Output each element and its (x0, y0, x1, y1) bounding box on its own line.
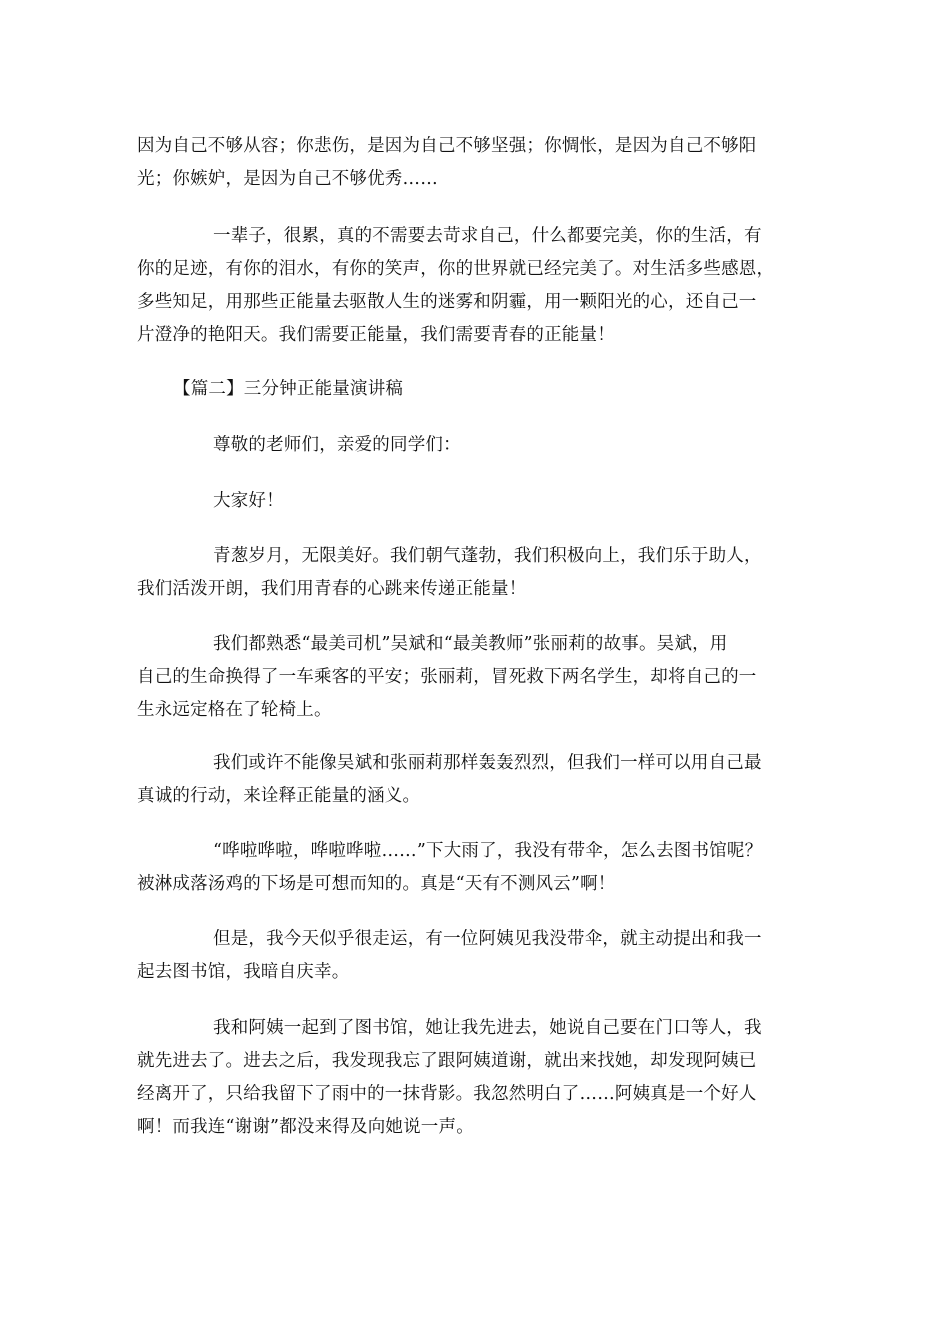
text-line: 大家好！ (213, 491, 284, 511)
text-line: 被淋成落汤鸡的下场是可想而知的。真是“天有不测风云”啊！ (137, 874, 616, 894)
text-line: 真诚的行动，来诠释正能量的涵义。 (137, 786, 421, 806)
text-line: “哗啦哗啦，哗啦哗啦……”下大雨了，我没有带伞，怎么去图书馆呢？ (213, 841, 763, 861)
paragraph (137, 923, 827, 989)
text-line: 自己的生命换得了一车乘客的平安；张丽莉，冒死救下两名学生，却将自己的一 (137, 667, 757, 687)
paragraph (137, 835, 827, 901)
paragraph (137, 220, 827, 352)
text-line: 我们或许不能像吴斌和张丽莉那样轰轰烈烈，但我们一样可以用自己最 (213, 753, 762, 773)
paragraph (137, 1012, 827, 1144)
text-line: 一辈子，很累，真的不需要去苛求自己，什么都要完美，你的生活，有 (213, 226, 762, 246)
text-line: 生永远定格在了轮椅上。 (137, 700, 332, 720)
text-line: 多些知足，用那些正能量去驱散人生的迷雾和阴霾，用一颗阳光的心，还自己一 (137, 292, 757, 312)
text-line: 青葱岁月，无限美好。我们朝气蓬勃，我们积极向上，我们乐于助人， (213, 546, 762, 566)
text-line: 我和阿姨一起到了图书馆，她让我先进去，她说自己要在门口等人，我 (213, 1018, 762, 1038)
text-line: 我们都熟悉“最美司机”吴斌和“最美教师”张丽莉的故事。吴斌，用 (213, 634, 728, 654)
text-line: 片澄净的艳阳天。我们需要正能量，我们需要青春的正能量！ (137, 325, 615, 345)
text-line: 就先进去了。进去之后，我发现我忘了跟阿姨道谢，就出来找她，却发现阿姨已 (137, 1051, 757, 1071)
paragraph (137, 628, 827, 727)
text-line: 我们活泼开朗，我们用青春的心跳来传递正能量！ (137, 579, 527, 599)
paragraph-continuation (137, 130, 827, 196)
text-line: 经离开了，只给我留下了雨中的一抹背影。我忽然明白了……阿姨真是一个好人 (137, 1084, 757, 1104)
paragraph (137, 747, 827, 813)
heading-text: 【篇二】三分钟正能量演讲稿 (173, 379, 404, 399)
salutation (137, 429, 827, 462)
text-line: 尊敬的老师们，亲爱的同学们： (213, 435, 461, 455)
text-line: 起去图书馆，我暗自庆幸。 (137, 962, 350, 982)
text-line: 因为自己不够从容；你悲伤，是因为自己不够坚强；你惆怅，是因为自己不够阳 (137, 136, 757, 156)
text-line: 你的足迹，有你的泪水，有你的笑声，你的世界就已经完美了。对生活多些感恩， (137, 259, 775, 279)
greeting (137, 485, 827, 518)
section-heading (137, 373, 827, 406)
text-line: 但是，我今天似乎很走运，有一位阿姨见我没带伞，就主动提出和我一 (213, 929, 762, 949)
text-line: 光；你嫉妒，是因为自己不够优秀…… (137, 169, 438, 189)
text-line: 啊！而我连“谢谢”都没来得及向她说一声。 (137, 1117, 474, 1137)
paragraph (137, 540, 827, 606)
